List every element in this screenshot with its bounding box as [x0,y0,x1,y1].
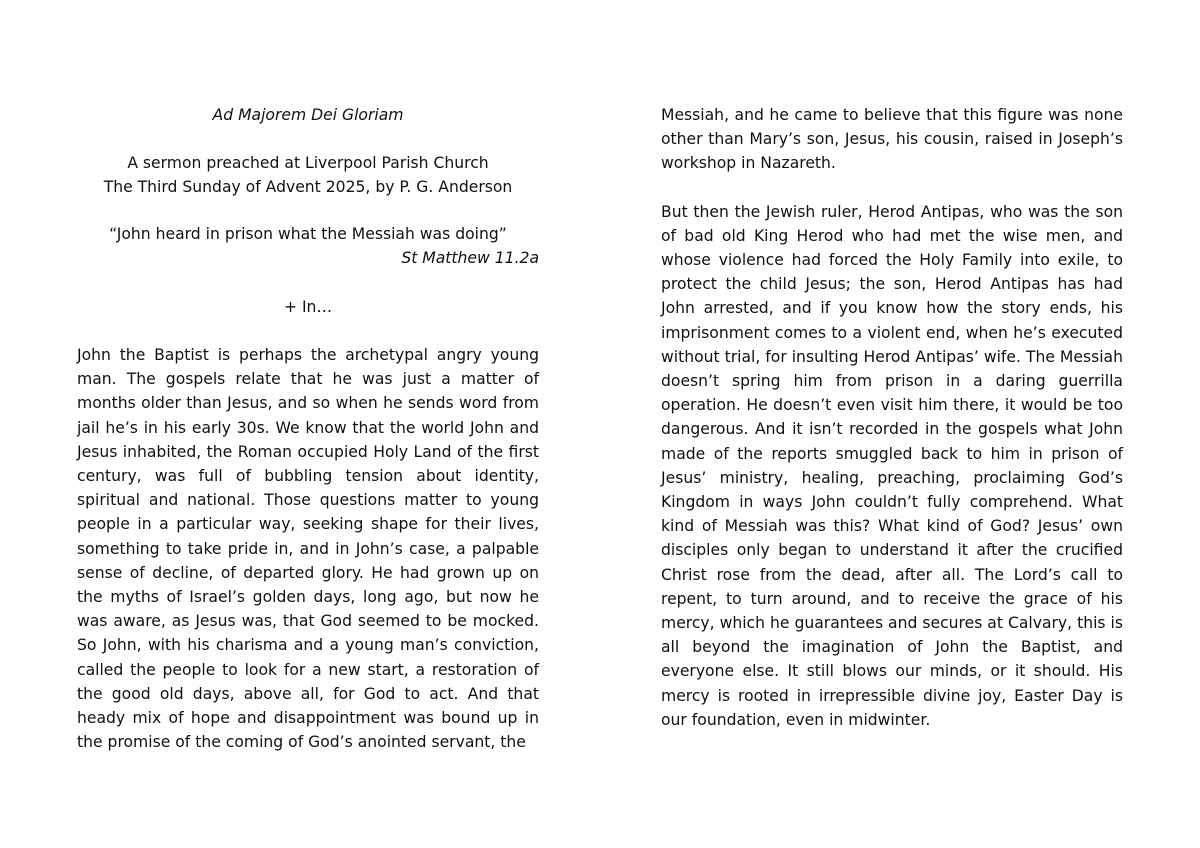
sermon-paragraph-1: John the Baptist is perhaps the archetypal angry young man. The gospels relate that he was just a matter of months older than Jesus, and so when he sends word from jail he’s in his early 30s. We know that the world John and Jesus inhabited, the Roman occupied Holy Land of the first century, was full of bubbling tension about identity, spiritual and national. Those questions matter to young people in a particular way, seeking shape for their lives, something to take pride in, and in John’s case, a palpable sense of decline, of departed glory. He had grown up on the myths of Israel’s golden days, long ago, but now he was aware, as Jesus was, that God seemed to be mocked. So John, with his charisma and a young man’s conviction, called the people to look for a new start, a restoration of the good old days, above all, for God to act. And that heady mix of hope and disappointment was bound up in the promise of the coming of God’s anointed servant, the [77,346,539,752]
sermon-paragraph-3: But then the Jewish ruler, Herod Antipas, who was the son of bad old King Herod who had met the wise men, and whose violence had forced the Holy Family into exile, to protect the child Jesus; the son, Herod Antipas has had John arrested, and if you know how the story ends, his imprisonment comes to a violent end, when he’s executed without trial, for insulting Herod Antipas’ wife. The Messiah doesn’t spring him from prison in a daring guerrilla operation. He doesn’t even visit him there, it would be too dangerous. And it isn’t recorded in the gospels what John made of the reports smuggled back to him in prison of Jesus’ ministry, healing, preaching, proclaiming God’s Kingdom in ways John couldn’t fully comprehend. What kind of Messiah was this? What kind of God? Jesus’ own disciples only began to understand it after the crucified Christ rose from the dead, after all. The Lord’s call to repent, to turn around, and to receive the grace of his mercy, which he guarantees and secures at Calvary, this is all beyond the imagination of John the Baptist, and everyone else. It still blows our minds, or it should. His mercy is rooted in irrepressible divine joy, Easter Day is our foundation, even in midwinter. [661,202,1123,729]
invocation: + In… [283,298,333,316]
motto-heading: Ad Majorem Dei Gloriam [212,106,404,124]
sermon-location-line: A sermon preached at Liverpool Parish Church [127,154,489,172]
sermon-date-author-line: The Third Sunday of Advent 2025, by P. G. Anderson [103,178,513,197]
sermon-paragraph-2: Messiah, and he came to believe that this figure was none other than Mary’s son, Jesus, his cousin, raised in Joseph’s workshop in Nazareth. [661,106,1123,173]
scripture-quote: “John heard in prison what the Messiah was doing” [109,225,507,243]
scripture-reference: St Matthew 11.2a [401,249,539,267]
right-column [661,103,1123,732]
sermon-info [77,151,539,199]
